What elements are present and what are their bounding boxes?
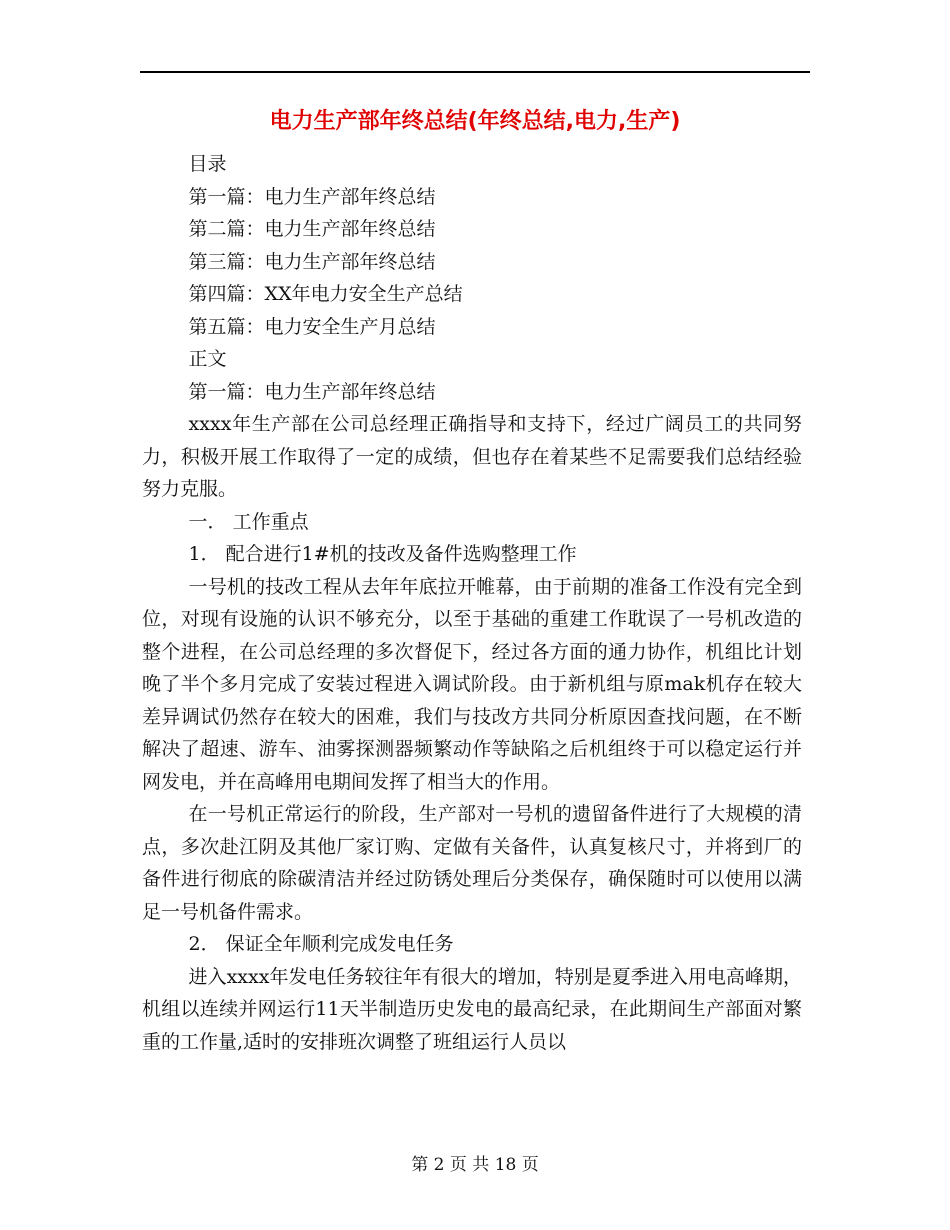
- body-paragraph: 在一号机正常运行的阶段，生产部对一号机的遗留备件进行了大规模的清点，多次赴江阴及其他厂家订购、定做有关备件，认真复核尺寸，并将到厂的备件进行彻底的除碳清洁并经过防锈处理后分类保存，确保随时可以使用以满足一号机备件需求。: [142, 803, 802, 923]
- toc-item-4: 第四篇：XX年电力安全生产总结: [188, 283, 463, 305]
- chapter-heading: 第一篇：电力生产部年终总结: [188, 380, 436, 403]
- header-rule: [140, 71, 810, 73]
- body-paragraph: xxxx年生产部在公司总经理正确指导和支持下，经过广阔员工的共同努力，积极开展工作取得了一定的成绩，但也存在着某些不足需要我们总结经验努力克服。: [142, 413, 802, 500]
- subsection-heading: 2． 保证全年顺利完成发电任务: [188, 933, 454, 955]
- body-paragraph: 一号机的技改工程从去年年底拉开帷幕，由于前期的准备工作没有完全到位，对现有设施的认识不够充分，以至于基础的重建工作耽误了一号机改造的整个进程，在公司总经理的多次督促下，经过各方面的通力协作，机组比计划晚了半个多月完成了安装过程进入调试阶段。由于新机组与原mak机存在较大差异调试仍然存在较大的困难，我们与技改方共同分析原因查找问题，在不断解决了超速、游车、油雾探测器频繁动作等缺陷之后机组终于可以稳定运行并网发电，并在高峰用电期间发挥了相当大的作用。: [142, 575, 802, 793]
- toc-heading: 目录: [188, 153, 227, 175]
- page-number: 第 2 页 共 18 页: [411, 1155, 539, 1175]
- body-paragraph: 进入xxxx年发电任务较往年有很大的增加，特别是夏季进入用电高峰期，机组以连续并网运行11天半制造历史发电的最高纪录，在此期间生产部面对繁重的工作量,适时的安排班次调整了班组运行人员以: [142, 965, 802, 1053]
- toc-item-3: 第三篇：电力生产部年终总结: [188, 250, 436, 273]
- subsection-heading: 1． 配合进行1#机的技改及备件选购整理工作: [188, 543, 577, 565]
- document-body: [142, 148, 802, 1058]
- body-heading: 正文: [188, 348, 227, 370]
- toc-item-2: 第二篇：电力生产部年终总结: [188, 218, 436, 240]
- toc-item-5: 第五篇：电力安全生产月总结: [188, 315, 436, 338]
- toc-item-1: 第一篇：电力生产部年终总结: [188, 185, 436, 208]
- document-title: 电力生产部年终总结(年终总结,电力,生产): [269, 109, 681, 134]
- section-heading: 一． 工作重点: [188, 510, 309, 533]
